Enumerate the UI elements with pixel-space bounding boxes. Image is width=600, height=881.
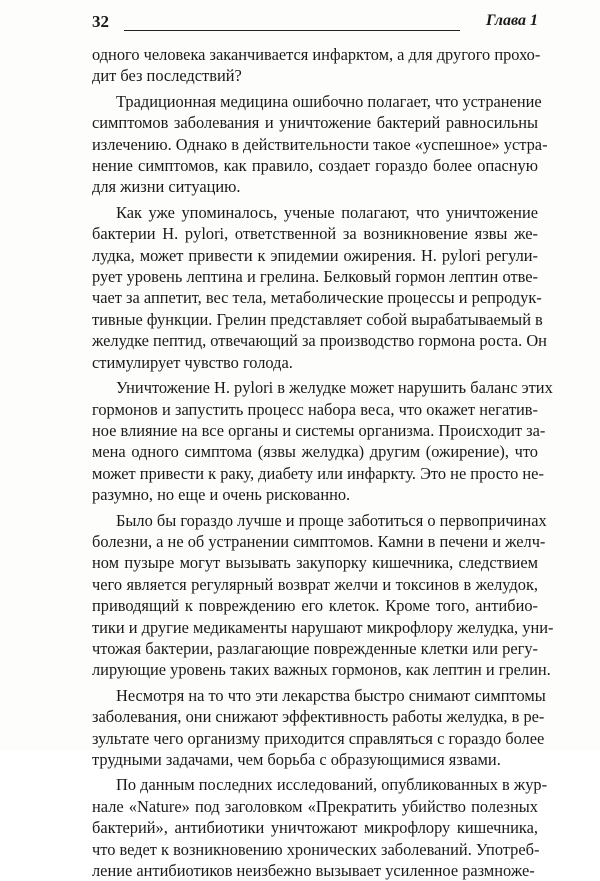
header-rule (124, 30, 460, 31)
text-line: дит без последствий? (92, 66, 242, 86)
text-line: лудка, может привести к эпидемии ожирения. H. pylori регули- (92, 245, 538, 265)
body-text (92, 44, 554, 881)
text-line: чего является регулярный возврат желчи и токсинов в желудок, (92, 574, 538, 594)
text-line: желудке пептид, отвечающий за производство гормона роста. Он (92, 331, 547, 351)
paragraph-p1 (92, 91, 548, 198)
text-line: Несмотря на то что эти лекарства быстро снимают симптомы (116, 685, 546, 705)
text-line: ление антибиотиков неизбежно вызывает усиленное размноже- (92, 861, 535, 881)
text-line: для жизни ситуацию. (92, 177, 241, 197)
text-line: заболевания, они снижают эффективность работы желудка, в ре- (92, 707, 545, 727)
text-line: Уничтожение H. pylori в желудке может нарушить баланс этих (116, 378, 553, 398)
text-line: чтожая бактерии, разлагающие поврежденные клетки или регу- (92, 638, 538, 658)
text-line: стимулирует чувство голода. (92, 352, 293, 372)
text-line: симптомов заболевания и уничтожение бактерий равносильны (92, 113, 538, 133)
text-line: чает за аппетит, вес тела, метаболические процессы и репродук- (92, 288, 542, 308)
text-line: нале «Nature» под заголовком «Прекратить убийство полезных (92, 796, 538, 816)
text-line: тики и другие медикаменты нарушают микрофлору желудка, уни- (92, 617, 554, 637)
page-number: 32 (92, 12, 109, 31)
paragraph-p0 (92, 44, 541, 87)
chapter-title: Глава 1 (485, 12, 538, 29)
paragraph-p2 (92, 202, 547, 373)
text-line: нение симптомов, как правило, создает гораздо более опасную (92, 156, 538, 176)
text-line: мена одного симптома (язвы желудка) другим (ожирение), что (92, 442, 538, 462)
text-line: может привести к раку, диабету или инфаркту. Это не просто не- (92, 463, 544, 483)
paragraph-p4 (92, 510, 554, 681)
paragraph-p5 (92, 685, 546, 771)
text-line: бактерий», антибиотики уничтожают микрофлору кишечника, (92, 818, 538, 838)
text-line: излечению. Однако в действительности такое «успешное» устра- (92, 134, 548, 154)
text-line: бактерии H. pylori, ответственной за возникновение язвы же- (92, 224, 538, 244)
text-line: рует уровень лептина и грелина. Белковый гормон лептин отве- (92, 267, 538, 287)
text-line: что ведет к возникновению хронических заболеваний. Употреб- (92, 839, 540, 859)
text-line: Было бы гораздо лучше и проще заботиться о первопричинах (116, 510, 547, 530)
text-line: болезни, а не об устранении симптомов. Камни в печени и желч- (92, 531, 546, 551)
text-line: ное влияние на все органы и системы организма. Происходит за- (92, 420, 546, 440)
text-line: трудными задачами, чем борьба с образующимися язвами. (92, 750, 501, 769)
paragraph-p3 (92, 377, 553, 505)
text-line: гормонов и запустить процесс набора веса, что окажет негатив- (92, 399, 538, 419)
text-line: Как уже упоминалось, ученые полагают, что уничтожение (116, 202, 538, 222)
text-line: одного человека заканчивается инфарктом, а для другого прохо- (92, 45, 541, 64)
text-line: Традиционная медицина ошибочно полагает, что устранение (116, 91, 542, 111)
text-line: разумно, но еще и очень рискованно. (92, 485, 351, 505)
paragraph-p6 (92, 774, 548, 881)
text-line: ном пузыре могут вызывать закупорку кишечника, следствием (92, 553, 538, 573)
text-line: тивные функции. Грелин представляет собой вырабатываемый в (92, 309, 543, 329)
text-line: приводящий к повреждению его клеток. Кроме того, антибио- (92, 596, 538, 616)
text-line: По данным последних исследований, опубликованных в жур- (116, 775, 548, 795)
running-header (92, 8, 538, 36)
text-line: лирующие уровень таких важных гормонов, как лептин и грелин. (92, 660, 551, 680)
text-line: зультате чего организму приходится справляться с гораздо более (92, 728, 545, 748)
